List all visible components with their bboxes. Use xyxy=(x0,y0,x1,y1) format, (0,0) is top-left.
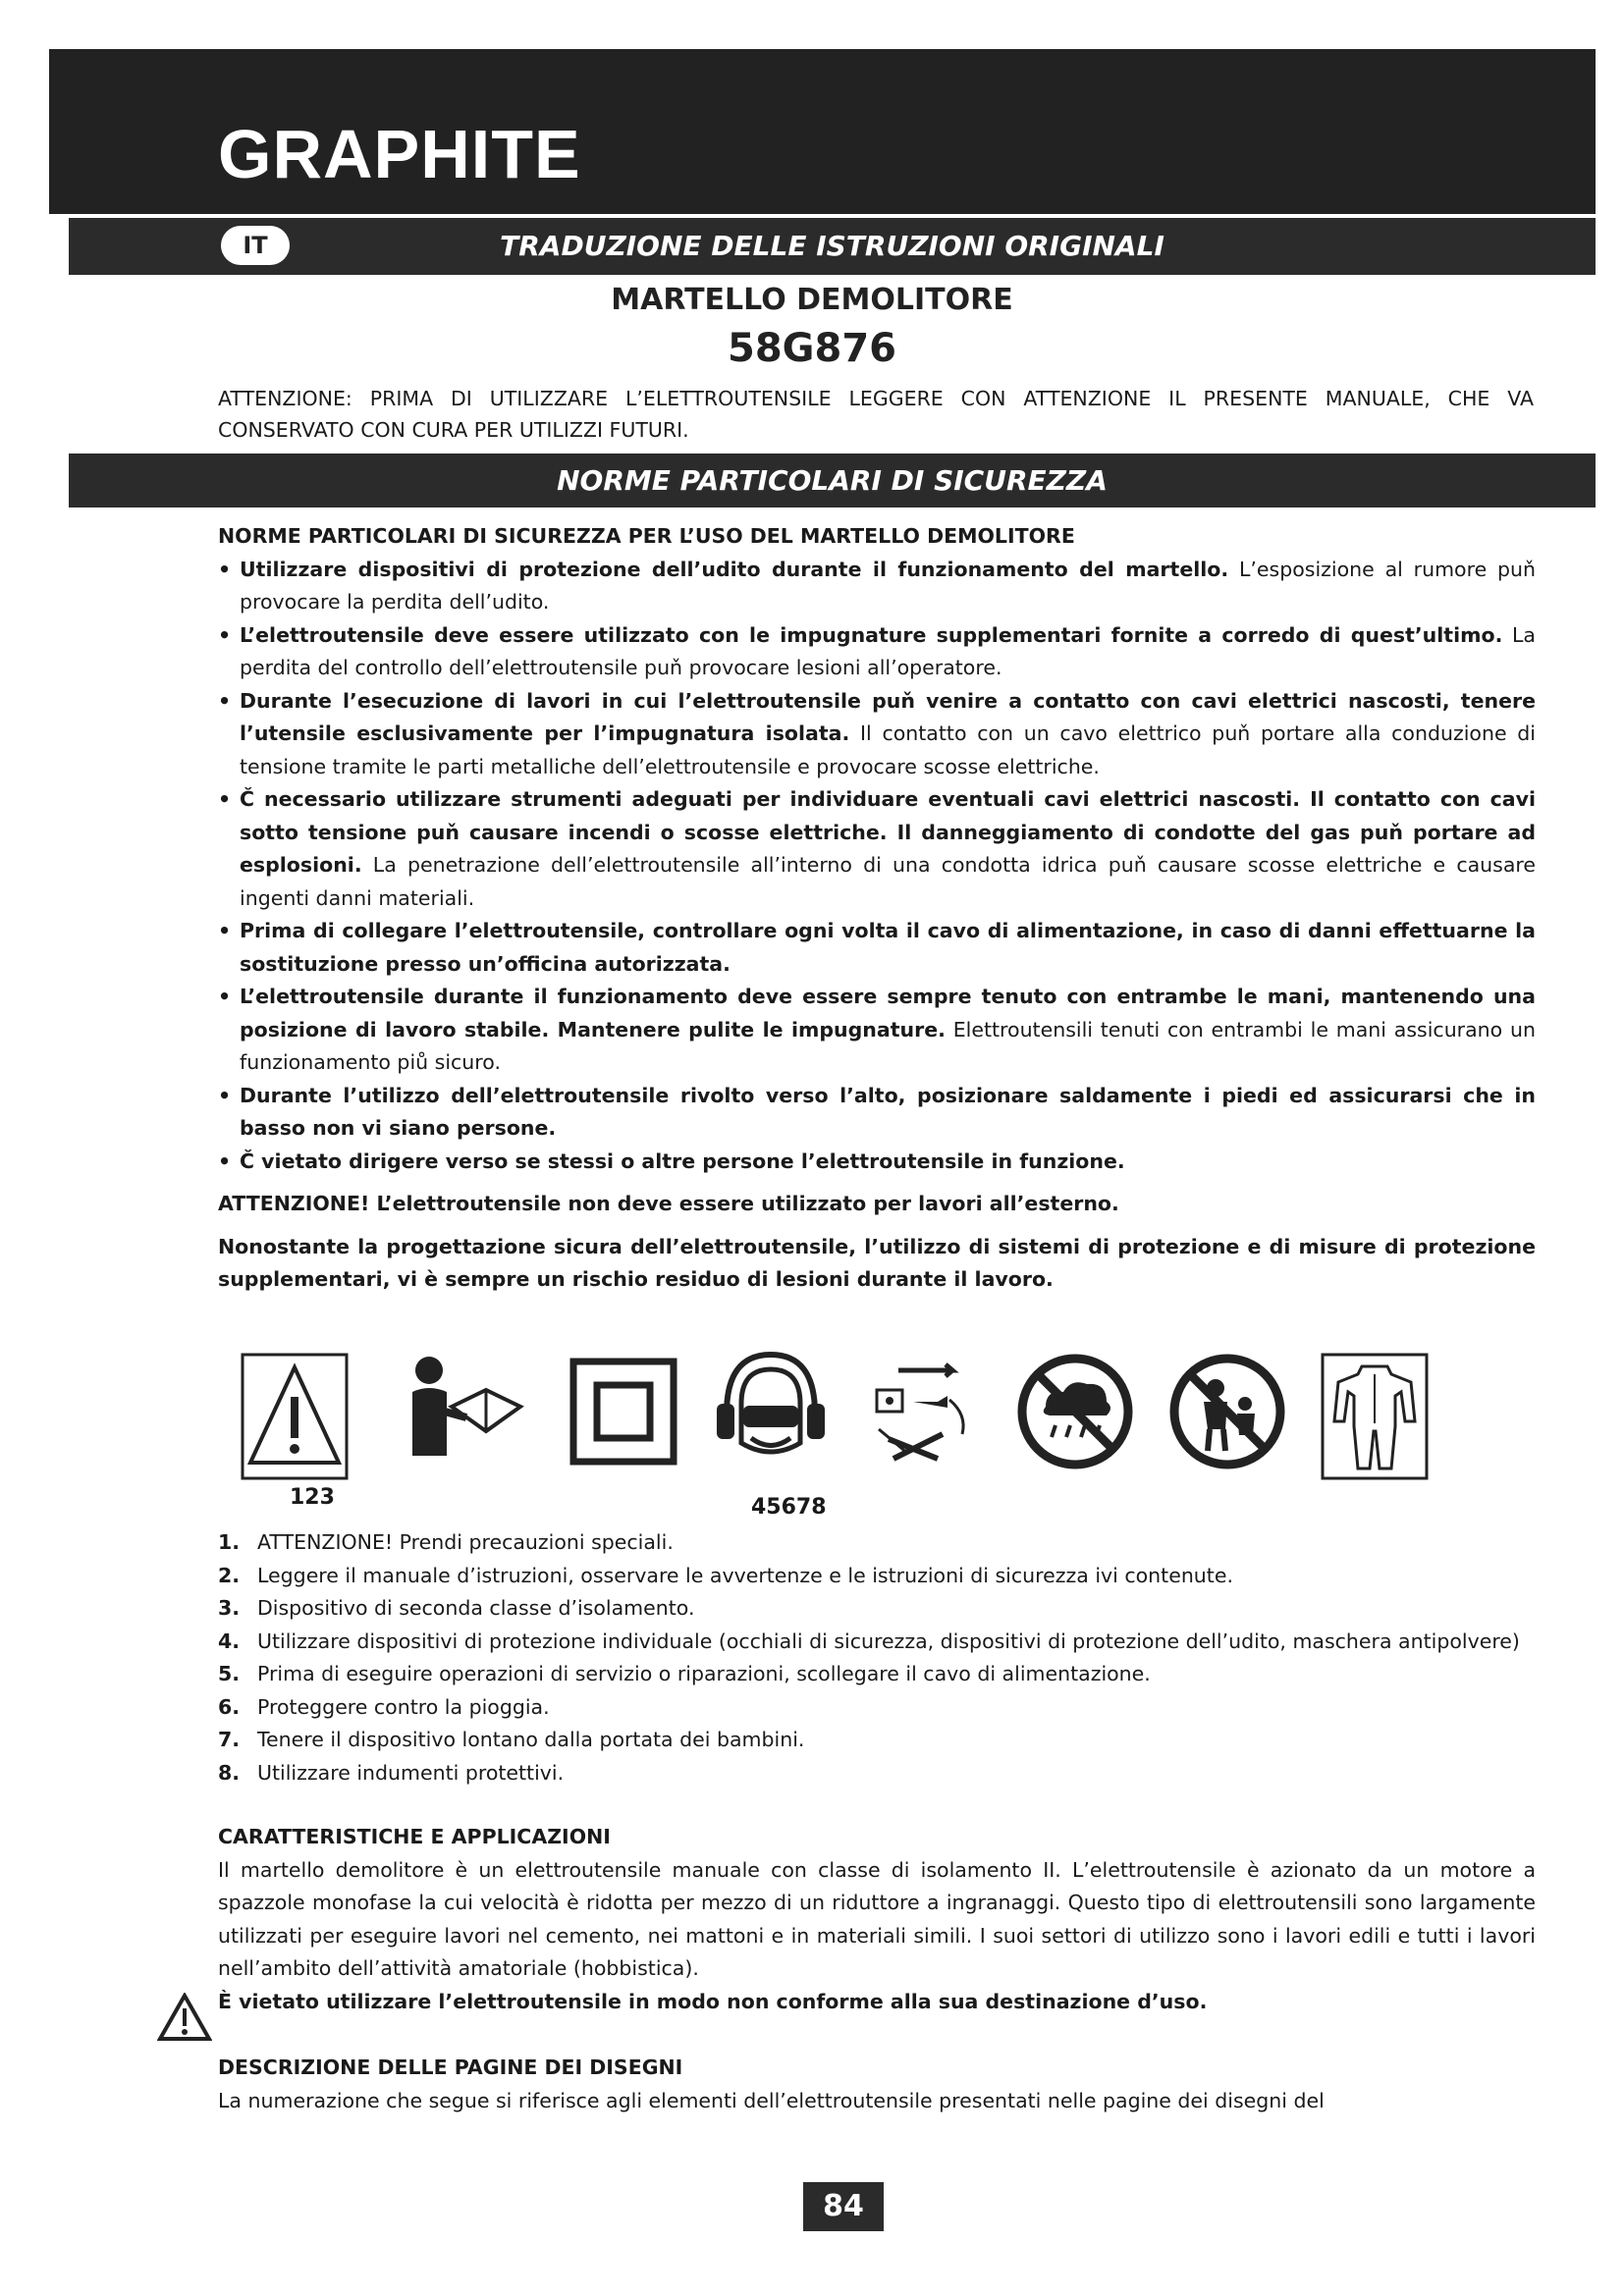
pictogram-labels-group-1: 123 xyxy=(290,1485,335,1510)
pictogram-labels-group-2: 45678 xyxy=(751,1495,827,1520)
rule-bold: Durante l’utilizzo dell’elettroutensile rivolto verso l’alto, posizionare saldamente i piedi ed assicurarsi che in basso non vi siano persone. xyxy=(240,1083,1536,1140)
legend-number: 2. xyxy=(218,1563,241,1587)
manual-notice: ATTENZIONE: PRIMA DI UTILIZZARE L’ELETTROUTENSILE LEGGERE CON ATTENZIONE IL PRESENTE MANUALE, CHE VA CONSERVATO CON CURA PER UTILIZZI FUTURI. xyxy=(218,387,1534,442)
legend-text: Utilizzare dispositivi di protezione individuale (occhiali di sicurezza, dispositivi di protezione dell’udito, maschera antipolvere) xyxy=(257,1629,1520,1653)
ppe-headgear-icon xyxy=(712,1345,830,1472)
safety-rule xyxy=(218,554,1536,619)
drawings-body: La numerazione che segue si riferisce agli elementi dell’elettroutensile presentati nelle pagine dei disegni del xyxy=(218,2088,1325,2112)
page-number: 84 xyxy=(803,2182,884,2231)
protective-clothing-icon xyxy=(1321,1353,1429,1480)
features-body: Il martello demolitore è un elettroutensile manuale con classe di isolamento II. L’elettroutensile è azionato da un motore a spazzole monofase la cui velocità è ridotta per mezzo di un riduttore a ingranaggi. Questo tipo di elettroutensili sono largamente utilizzati per eseguire lavori nel cemento, nei mattoni e in materiali simili. I suoi settori di utilizzo sono i lavori edili e tutti i lavori nell’ambito dell’attività amatoriale (hobbistica). xyxy=(218,1857,1536,1980)
model-number: 58G876 xyxy=(728,326,896,371)
rule-bold: Č necessario utilizzare strumenti adeguati per individuare eventuali cavi elettrici nascosti. Il contatto con cavi sotto tensione puň causare incendi o scosse elettriche. Il danneggiamento di condotte del gas puň portare ad esplosioni. xyxy=(240,787,1536,877)
legend-text: Leggere il manuale d’istruzioni, osservare le avvertenze e le istruzioni di sicurezza ivi contenute. xyxy=(257,1563,1233,1587)
warning-triangle-icon xyxy=(241,1353,349,1480)
safety-subheading: NORME PARTICOLARI DI SICUREZZA PER L’USO DEL MARTELLO DEMOLITORE xyxy=(218,524,1075,548)
legend-number: 4. xyxy=(218,1629,241,1653)
rule-bold: Prima di collegare l’elettroutensile, controllare ogni volta il cavo di alimentazione, in caso di danni effettuarne la sostituzione presso un’officina autorizzata. xyxy=(240,919,1536,976)
rule-bold: Č vietato dirigere verso se stessi o altre persone l’elettroutensile in funzione. xyxy=(240,1148,1125,1173)
product-title: MARTELLO DEMOLITORE xyxy=(611,283,1013,317)
features-section xyxy=(218,1821,1536,2018)
safety-section xyxy=(218,520,1536,1297)
legend-item xyxy=(218,1560,1534,1593)
legend-number: 6. xyxy=(218,1694,241,1719)
legend-text: Dispositivo di seconda classe d’isolamento. xyxy=(257,1596,695,1620)
safety-banner: NORME PARTICOLARI DI SICUREZZA xyxy=(69,454,1596,507)
legend-text: Prima di eseguire operazioni di servizio o riparazioni, scollegare il cavo di alimentazione. xyxy=(257,1662,1151,1685)
unplug-before-service-icon xyxy=(869,1361,977,1468)
translation-banner: TRADUZIONE DELLE ISTRUZIONI ORIGINALI xyxy=(69,218,1596,275)
read-manual-icon xyxy=(407,1353,525,1461)
legend-item xyxy=(218,1626,1534,1659)
safety-rule xyxy=(218,1146,1536,1179)
pictogram-legend xyxy=(218,1526,1534,1789)
rule-text: Il contatto con un cavo elettrico puň portare alla conduzione di tensione tramite le parti metalliche dell’elettroutensile e provocare scosse elettriche. xyxy=(240,721,1536,778)
brand-logo: GRAPHITE xyxy=(218,116,581,192)
keep-children-away-icon xyxy=(1168,1353,1286,1470)
legend-number: 3. xyxy=(218,1596,241,1620)
features-heading: CARATTERISTICHE E APPLICAZIONI xyxy=(218,1825,611,1848)
drawings-heading: DESCRIZIONE DELLE PAGINE DEI DISEGNI xyxy=(218,2056,683,2079)
double-insulation-icon xyxy=(569,1358,677,1466)
caution-triangle-icon xyxy=(157,1993,212,2042)
legend-text: Proteggere contro la pioggia. xyxy=(257,1694,550,1719)
legend-item xyxy=(218,1691,1534,1725)
rule-bold: Durante l’esecuzione di lavori in cui l’elettroutensile puň venire a contatto con cavi elettrici nascosti, tenere l’utensile esclusivamente per l’impugnatura isolata. xyxy=(240,688,1536,745)
legend-text: Tenere il dispositivo lontano dalla portata dei bambini. xyxy=(257,1728,805,1751)
legend-number: 8. xyxy=(218,1760,241,1785)
features-warning: È vietato utilizzare l’elettroutensile in modo non conforme alla sua destinazione d’uso. xyxy=(218,1989,1208,2013)
safety-rule xyxy=(218,783,1536,915)
legend-item xyxy=(218,1724,1534,1757)
safety-rule xyxy=(218,915,1536,981)
rule-bold: L’elettroutensile deve essere utilizzato con le impugnature supplementari fornite a corredo di quest’ultimo. xyxy=(240,622,1503,647)
rule-text: La perdita del controllo dell’elettroutensile puň provocare lesioni all’operatore. xyxy=(240,622,1536,679)
safety-rule xyxy=(218,981,1536,1080)
legend-item xyxy=(218,1658,1534,1691)
legend-item xyxy=(218,1757,1534,1790)
legend-text: Utilizzare indumenti protettivi. xyxy=(257,1760,565,1785)
rule-bold: L’elettroutensile durante il funzionamento deve essere sempre tenuto con entrambe le mani, mantenendo una posizione di lavoro stabile. Mantenere pulite le impugnature. xyxy=(240,985,1536,1041)
safety-rules-list xyxy=(218,554,1536,1179)
drawings-section xyxy=(218,2052,1536,2117)
rule-text: L’esposizione al rumore puň provocare la perdita dell’udito. xyxy=(240,557,1537,614)
no-rain-icon xyxy=(1016,1353,1134,1470)
legend-item xyxy=(218,1592,1534,1626)
legend-item xyxy=(218,1526,1534,1560)
legend-number: 7. xyxy=(218,1728,241,1751)
language-badge: IT xyxy=(221,226,290,265)
legend-text: ATTENZIONE! Prendi precauzioni speciali. xyxy=(257,1530,674,1554)
legend-number: 1. xyxy=(218,1530,241,1554)
legend-number: 5. xyxy=(218,1662,241,1685)
rule-text: Elettroutensili tenuti con entrambi le mani assicurano un funzionamento piů sicuro. xyxy=(240,1017,1536,1074)
outdoor-warning: ATTENZIONE! L’elettroutensile non deve essere utilizzato per lavori all’esterno. xyxy=(218,1192,1119,1215)
residual-risk-note: Nonostante la progettazione sicura dell’elettroutensile, l’utilizzo di sistemi di protezione e di misure di protezione supplementari, vi è sempre un rischio residuo di lesioni durante il lavoro. xyxy=(218,1234,1536,1291)
rule-bold: Utilizzare dispositivi di protezione dell’udito durante il funzionamento del martello. xyxy=(240,557,1229,581)
safety-rule xyxy=(218,619,1536,685)
safety-rule xyxy=(218,1080,1536,1146)
rule-text: La penetrazione dell’elettroutensile all’interno di una condotta idrica puň causare scosse elettriche e causare ingenti danni materiali. xyxy=(240,853,1536,910)
safety-pictograms xyxy=(241,1353,1546,1500)
safety-rule xyxy=(218,685,1536,784)
